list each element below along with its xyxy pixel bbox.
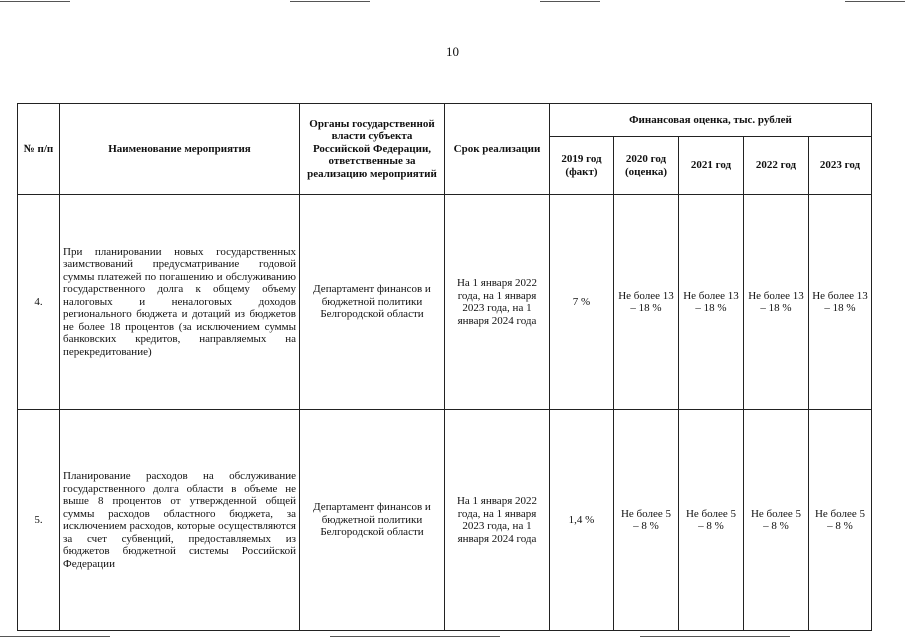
scan-edge-top-mid	[290, 1, 370, 2]
row-number: 5.	[18, 410, 60, 631]
row-number: 4.	[18, 195, 60, 410]
header-year-2021: 2021 год	[679, 137, 744, 195]
row-value-2023: Не более 13 – 18 %	[809, 195, 872, 410]
row-value-2022: Не более 5 – 8 %	[744, 410, 809, 631]
row-value-2021: Не более 5 – 8 %	[679, 410, 744, 631]
header-col-org: Органы государственной власти субъекта Российской Федерации, ответственные за реализацию мероприятий	[300, 104, 445, 195]
row-org: Департамент финансов и бюджетной политики Белгородской области	[300, 195, 445, 410]
row-measure-name: При планировании новых государственных заимствований предусматривание годовой суммы платежей по погашению и обслуживанию государственного долга к общему объему налоговых и неналоговых доходов регионального бюджета и дотаций из бюджетов не более 18 процентов (за исключением суммы банковских кредитов, направляемых на перекредитование)	[60, 195, 300, 410]
row-value-2020: Не более 5 – 8 %	[614, 410, 679, 631]
header-col-name: Наименование мероприятия	[60, 104, 300, 195]
row-value-2019: 1,4 %	[550, 410, 614, 631]
scan-edge-top-left	[0, 1, 70, 2]
scan-edge-top-right	[540, 1, 600, 2]
header-year-2023: 2023 год	[809, 137, 872, 195]
page-number: 10	[446, 44, 459, 59]
table-row	[18, 410, 872, 631]
row-value-2019: 7 %	[550, 195, 614, 410]
header-col-term: Срок реализации	[445, 104, 550, 195]
header-year-2019: 2019 год (факт)	[550, 137, 614, 195]
scan-edge-bottom-right	[640, 636, 790, 637]
scan-edge-top-far	[845, 1, 905, 2]
header-row-1	[18, 104, 872, 137]
scan-edge-bottom-left	[0, 636, 110, 637]
scan-edge-bottom-mid	[330, 636, 500, 637]
table-row	[18, 195, 872, 410]
row-value-2022: Не более 13 – 18 %	[744, 195, 809, 410]
header-col-number: № п/п	[18, 104, 60, 195]
row-value-2020: Не более 13 – 18 %	[614, 195, 679, 410]
row-value-2021: Не более 13 – 18 %	[679, 195, 744, 410]
header-col-finance: Финансовая оценка, тыс. рублей	[550, 104, 872, 137]
plan-table	[17, 103, 872, 631]
row-measure-name: Планирование расходов на обслуживание государственного долга области в объеме не выше 8 процентов от утвержденной общей суммы расходов областного бюджета, за исключением расходов, которые осуществляются за счет субвенций, предоставляемых из бюджетов бюджетной системы Российской Федерации	[60, 410, 300, 631]
row-org: Департамент финансов и бюджетной политики Белгородской области	[300, 410, 445, 631]
row-term: На 1 января 2022 года, на 1 января 2023 года, на 1 января 2024 года	[445, 410, 550, 631]
row-term: На 1 января 2022 года, на 1 января 2023 года, на 1 января 2024 года	[445, 195, 550, 410]
row-value-2023: Не более 5 – 8 %	[809, 410, 872, 631]
header-year-2022: 2022 год	[744, 137, 809, 195]
header-year-2020: 2020 год (оценка)	[614, 137, 679, 195]
